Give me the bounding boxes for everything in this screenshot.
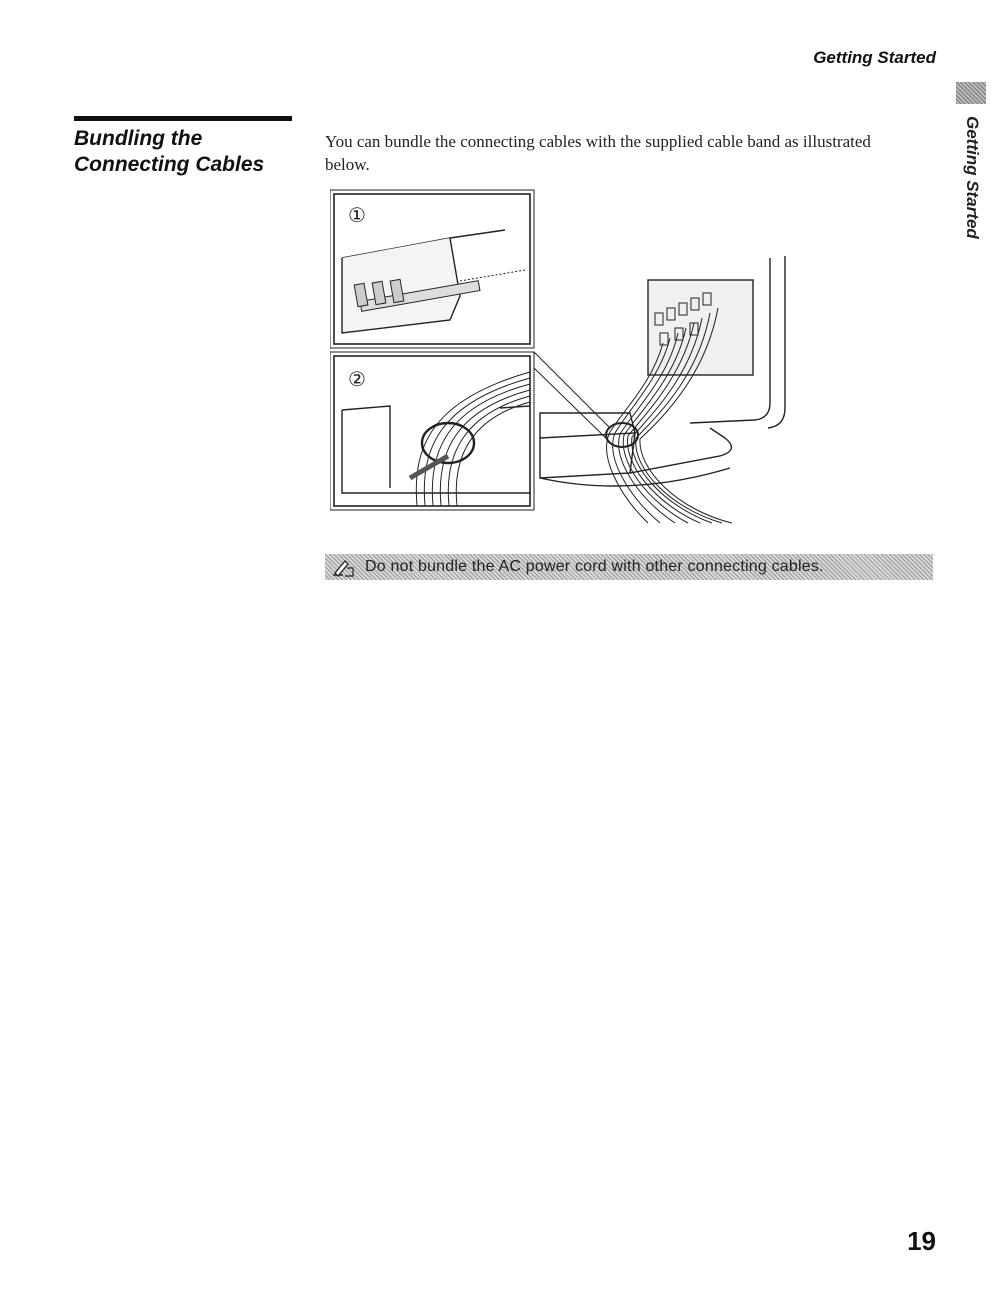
section-title-line-1: Bundling the — [74, 127, 203, 150]
section-body-text: You can bundle the connecting cables with the supplied cable band as illustrated below. — [325, 132, 871, 174]
section-rule — [74, 116, 292, 121]
note-pencil-icon — [329, 556, 359, 578]
chapter-tab-label: Getting Started — [963, 116, 982, 239]
chapter-tab-marker — [956, 82, 986, 104]
section-title — [74, 126, 304, 178]
note-text: Do not bundle the AC power cord with other connecting cables. — [365, 558, 824, 575]
section-title-line-2: Connecting Cables — [74, 153, 265, 176]
running-header: Getting Started — [813, 48, 936, 67]
step-2-label: ② — [348, 367, 366, 391]
note-bar — [325, 554, 933, 580]
step-1-label: ① — [348, 203, 366, 227]
page-number: 19 — [907, 1226, 936, 1256]
cable-bundling-illustration — [330, 188, 800, 528]
